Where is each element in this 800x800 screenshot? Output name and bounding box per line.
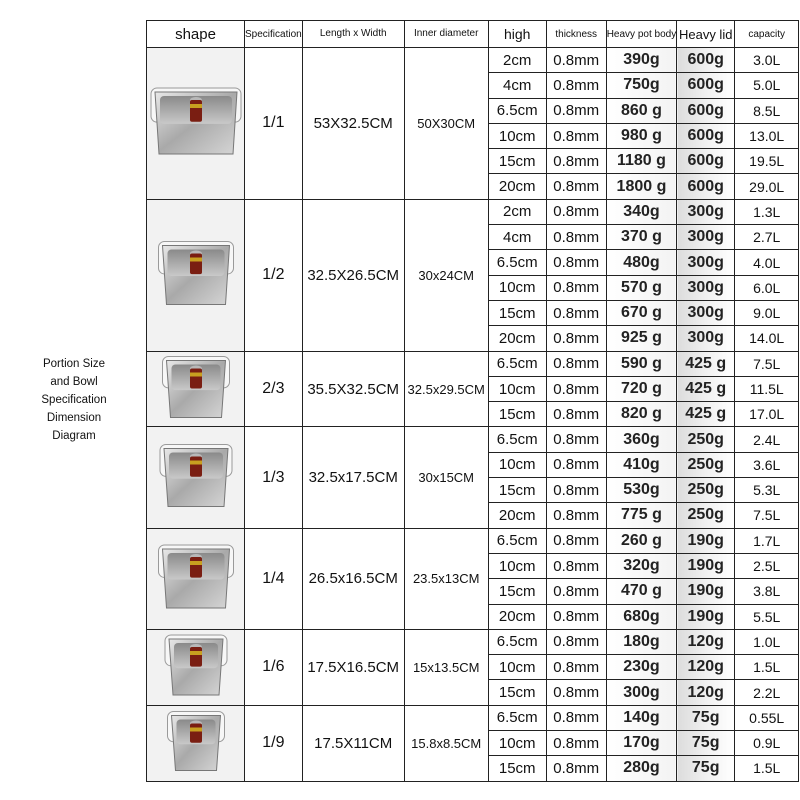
lid-weight-cell: 190g — [677, 579, 735, 604]
header-high: high — [488, 21, 546, 48]
shape-image-cell — [147, 199, 245, 351]
side-caption-line: and Bowl — [50, 376, 98, 388]
thickness-cell: 0.8mm — [546, 452, 606, 477]
pot-body-weight-cell: 860 g — [606, 98, 677, 123]
shape-image-cell — [147, 629, 245, 705]
high-cell: 20cm — [488, 503, 546, 528]
capacity-cell: 19.5L — [735, 149, 799, 174]
capacity-cell: 8.5L — [735, 98, 799, 123]
capacity-cell: 1.5L — [735, 655, 799, 680]
pot-body-weight-cell: 260 g — [606, 528, 677, 553]
high-cell: 20cm — [488, 604, 546, 629]
inner-diameter-cell: 50X30CM — [404, 48, 488, 200]
high-cell: 15cm — [488, 300, 546, 325]
pot-body-weight-cell: 775 g — [606, 503, 677, 528]
thickness-cell: 0.8mm — [546, 73, 606, 98]
thickness-cell: 0.8mm — [546, 300, 606, 325]
table-row — [147, 48, 799, 73]
high-cell: 10cm — [488, 553, 546, 578]
high-cell: 2cm — [488, 199, 546, 224]
capacity-cell: 11.5L — [735, 376, 799, 401]
capacity-cell: 7.5L — [735, 503, 799, 528]
thickness-cell: 0.8mm — [546, 174, 606, 199]
lid-weight-cell: 600g — [677, 123, 735, 148]
lid-weight-cell: 75g — [677, 756, 735, 781]
header-heavy-lid: Heavy lid — [677, 21, 735, 48]
high-cell: 10cm — [488, 275, 546, 300]
thickness-cell: 0.8mm — [546, 376, 606, 401]
capacity-cell: 3.6L — [735, 452, 799, 477]
capacity-cell: 1.7L — [735, 528, 799, 553]
high-cell: 6.5cm — [488, 351, 546, 376]
shape-image-cell — [147, 427, 245, 528]
lid-weight-cell: 250g — [677, 478, 735, 503]
dimensions-cell: 53X32.5CM — [302, 48, 404, 200]
lid-weight-cell: 600g — [677, 149, 735, 174]
header-length-width: Length x Width — [302, 21, 404, 48]
header-specification: Specification — [245, 21, 303, 48]
lid-weight-cell: 300g — [677, 300, 735, 325]
header-inner-diameter: Inner diameter — [404, 21, 488, 48]
lid-weight-cell: 300g — [677, 326, 735, 351]
shape-image-cell — [147, 48, 245, 200]
pot-body-weight-cell: 720 g — [606, 376, 677, 401]
pot-body-weight-cell: 680g — [606, 604, 677, 629]
thickness-cell: 0.8mm — [546, 275, 606, 300]
header-shape: shape — [147, 21, 245, 48]
inner-diameter-cell: 32.5x29.5CM — [404, 351, 488, 427]
lid-weight-cell: 600g — [677, 73, 735, 98]
high-cell: 6.5cm — [488, 705, 546, 730]
high-cell: 6.5cm — [488, 250, 546, 275]
thickness-cell: 0.8mm — [546, 149, 606, 174]
pot-body-weight-cell: 230g — [606, 655, 677, 680]
inner-diameter-cell: 23.5x13CM — [404, 528, 488, 629]
shape-image-cell — [147, 705, 245, 781]
high-cell: 15cm — [488, 402, 546, 427]
thickness-cell: 0.8mm — [546, 629, 606, 654]
capacity-cell: 4.0L — [735, 250, 799, 275]
thickness-cell: 0.8mm — [546, 756, 606, 781]
high-cell: 20cm — [488, 326, 546, 351]
high-cell: 15cm — [488, 149, 546, 174]
half-steel-pan-with-can-icon — [148, 201, 244, 349]
thickness-cell: 0.8mm — [546, 427, 606, 452]
table-row — [147, 705, 799, 730]
lid-weight-cell: 120g — [677, 629, 735, 654]
thickness-cell: 0.8mm — [546, 553, 606, 578]
high-cell: 4cm — [488, 73, 546, 98]
pot-body-weight-cell: 140g — [606, 705, 677, 730]
high-cell: 4cm — [488, 225, 546, 250]
capacity-cell: 17.0L — [735, 402, 799, 427]
inner-diameter-cell: 30x15CM — [404, 427, 488, 528]
table-row — [147, 427, 799, 452]
capacity-cell: 0.55L — [735, 705, 799, 730]
capacity-cell: 0.9L — [735, 731, 799, 756]
lid-weight-cell: 190g — [677, 553, 735, 578]
header-row — [147, 21, 799, 48]
capacity-cell: 2.4L — [735, 427, 799, 452]
high-cell: 20cm — [488, 174, 546, 199]
lid-weight-cell: 300g — [677, 225, 735, 250]
capacity-cell: 5.0L — [735, 73, 799, 98]
lid-weight-cell: 600g — [677, 98, 735, 123]
spec-cell: 2/3 — [245, 351, 303, 427]
two-thirds-steel-pan-with-can-icon — [148, 353, 244, 425]
pot-body-weight-cell: 370 g — [606, 225, 677, 250]
high-cell: 15cm — [488, 756, 546, 781]
pot-body-weight-cell: 530g — [606, 478, 677, 503]
spec-cell: 1/4 — [245, 528, 303, 629]
header-heavy-pot-body: Heavy pot body — [606, 21, 677, 48]
table-row — [147, 528, 799, 553]
thickness-cell: 0.8mm — [546, 199, 606, 224]
spec-cell: 1/1 — [245, 48, 303, 200]
inner-diameter-cell: 15x13.5CM — [404, 629, 488, 705]
capacity-cell: 3.0L — [735, 48, 799, 73]
thickness-cell: 0.8mm — [546, 731, 606, 756]
inner-diameter-cell: 30x24CM — [404, 199, 488, 351]
thickness-cell: 0.8mm — [546, 402, 606, 427]
high-cell: 10cm — [488, 731, 546, 756]
high-cell: 6.5cm — [488, 427, 546, 452]
side-caption-line: Portion Size — [42, 358, 105, 370]
thickness-cell: 0.8mm — [546, 250, 606, 275]
thickness-cell: 0.8mm — [546, 604, 606, 629]
lid-weight-cell: 600g — [677, 48, 735, 73]
pot-body-weight-cell: 925 g — [606, 326, 677, 351]
thickness-cell: 0.8mm — [546, 326, 606, 351]
thickness-cell: 0.8mm — [546, 528, 606, 553]
lid-weight-cell: 120g — [677, 680, 735, 705]
shape-image-cell — [147, 351, 245, 427]
table-row — [147, 199, 799, 224]
lid-weight-cell: 300g — [677, 250, 735, 275]
high-cell: 10cm — [488, 123, 546, 148]
pot-body-weight-cell: 360g — [606, 427, 677, 452]
lid-weight-cell: 75g — [677, 731, 735, 756]
large-steel-pan-with-can-icon — [148, 49, 244, 197]
high-cell: 6.5cm — [488, 98, 546, 123]
high-cell: 15cm — [488, 680, 546, 705]
high-cell: 6.5cm — [488, 528, 546, 553]
dimensions-cell: 32.5X26.5CM — [302, 199, 404, 351]
thickness-cell: 0.8mm — [546, 680, 606, 705]
capacity-cell: 13.0L — [735, 123, 799, 148]
side-caption-line: Dimension — [46, 412, 102, 424]
pot-body-weight-cell: 390g — [606, 48, 677, 73]
pot-body-weight-cell: 280g — [606, 756, 677, 781]
high-cell: 6.5cm — [488, 629, 546, 654]
dimensions-cell: 35.5X32.5CM — [302, 351, 404, 427]
quarter-steel-pan-with-can-icon — [148, 530, 244, 627]
capacity-cell: 5.5L — [735, 604, 799, 629]
lid-weight-cell: 250g — [677, 452, 735, 477]
thickness-cell: 0.8mm — [546, 705, 606, 730]
lid-weight-cell: 300g — [677, 199, 735, 224]
thickness-cell: 0.8mm — [546, 351, 606, 376]
pot-body-weight-cell: 300g — [606, 680, 677, 705]
dimensions-cell: 26.5x16.5CM — [302, 528, 404, 629]
pot-body-weight-cell: 570 g — [606, 275, 677, 300]
specification-table — [146, 20, 799, 782]
dimensions-cell: 32.5x17.5CM — [302, 427, 404, 528]
lid-weight-cell: 425 g — [677, 351, 735, 376]
pot-body-weight-cell: 340g — [606, 199, 677, 224]
thickness-cell: 0.8mm — [546, 48, 606, 73]
pot-body-weight-cell: 670 g — [606, 300, 677, 325]
capacity-cell: 6.0L — [735, 275, 799, 300]
spec-cell: 1/2 — [245, 199, 303, 351]
capacity-cell: 2.7L — [735, 225, 799, 250]
high-cell: 10cm — [488, 376, 546, 401]
thickness-cell: 0.8mm — [546, 503, 606, 528]
thickness-cell: 0.8mm — [546, 225, 606, 250]
table-row — [147, 629, 799, 654]
capacity-cell: 1.5L — [735, 756, 799, 781]
pot-body-weight-cell: 980 g — [606, 123, 677, 148]
pot-body-weight-cell: 750g — [606, 73, 677, 98]
capacity-cell: 2.2L — [735, 680, 799, 705]
lid-weight-cell: 600g — [677, 174, 735, 199]
lid-weight-cell: 425 g — [677, 402, 735, 427]
inner-diameter-cell: 15.8x8.5CM — [404, 705, 488, 781]
table-row — [147, 351, 799, 376]
ninth-steel-pan-with-can-icon — [148, 707, 244, 779]
capacity-cell: 2.5L — [735, 553, 799, 578]
capacity-cell: 29.0L — [735, 174, 799, 199]
header-thickness: thickness — [546, 21, 606, 48]
pot-body-weight-cell: 470 g — [606, 579, 677, 604]
pot-body-weight-cell: 410g — [606, 452, 677, 477]
thickness-cell: 0.8mm — [546, 579, 606, 604]
pot-body-weight-cell: 170g — [606, 731, 677, 756]
high-cell: 15cm — [488, 579, 546, 604]
capacity-cell: 3.8L — [735, 579, 799, 604]
pot-body-weight-cell: 480g — [606, 250, 677, 275]
capacity-cell: 1.3L — [735, 199, 799, 224]
spec-cell: 1/9 — [245, 705, 303, 781]
lid-weight-cell: 190g — [677, 528, 735, 553]
capacity-cell: 5.3L — [735, 478, 799, 503]
thickness-cell: 0.8mm — [546, 123, 606, 148]
dimensions-cell: 17.5X16.5CM — [302, 629, 404, 705]
side-caption-line: Specification — [41, 394, 107, 406]
side-caption — [22, 355, 126, 445]
high-cell: 10cm — [488, 655, 546, 680]
thickness-cell: 0.8mm — [546, 478, 606, 503]
lid-weight-cell: 190g — [677, 604, 735, 629]
high-cell: 10cm — [488, 452, 546, 477]
header-capacity: capacity — [735, 21, 799, 48]
spec-cell: 1/3 — [245, 427, 303, 528]
lid-weight-cell: 250g — [677, 427, 735, 452]
high-cell: 2cm — [488, 48, 546, 73]
table-body — [147, 48, 799, 782]
dimensions-cell: 17.5X11CM — [302, 705, 404, 781]
capacity-cell: 9.0L — [735, 300, 799, 325]
side-caption-line: Diagram — [52, 430, 96, 442]
thickness-cell: 0.8mm — [546, 655, 606, 680]
sixth-steel-pan-with-can-icon — [148, 631, 244, 703]
capacity-cell: 7.5L — [735, 351, 799, 376]
lid-weight-cell: 75g — [677, 705, 735, 730]
third-steel-pan-with-can-icon — [148, 429, 244, 526]
pot-body-weight-cell: 180g — [606, 629, 677, 654]
high-cell: 15cm — [488, 478, 546, 503]
thickness-cell: 0.8mm — [546, 98, 606, 123]
capacity-cell: 14.0L — [735, 326, 799, 351]
capacity-cell: 1.0L — [735, 629, 799, 654]
spec-cell: 1/6 — [245, 629, 303, 705]
lid-weight-cell: 425 g — [677, 376, 735, 401]
pot-body-weight-cell: 820 g — [606, 402, 677, 427]
lid-weight-cell: 120g — [677, 655, 735, 680]
pot-body-weight-cell: 320g — [606, 553, 677, 578]
pot-body-weight-cell: 1180 g — [606, 149, 677, 174]
shape-image-cell — [147, 528, 245, 629]
pot-body-weight-cell: 1800 g — [606, 174, 677, 199]
pot-body-weight-cell: 590 g — [606, 351, 677, 376]
lid-weight-cell: 250g — [677, 503, 735, 528]
lid-weight-cell: 300g — [677, 275, 735, 300]
